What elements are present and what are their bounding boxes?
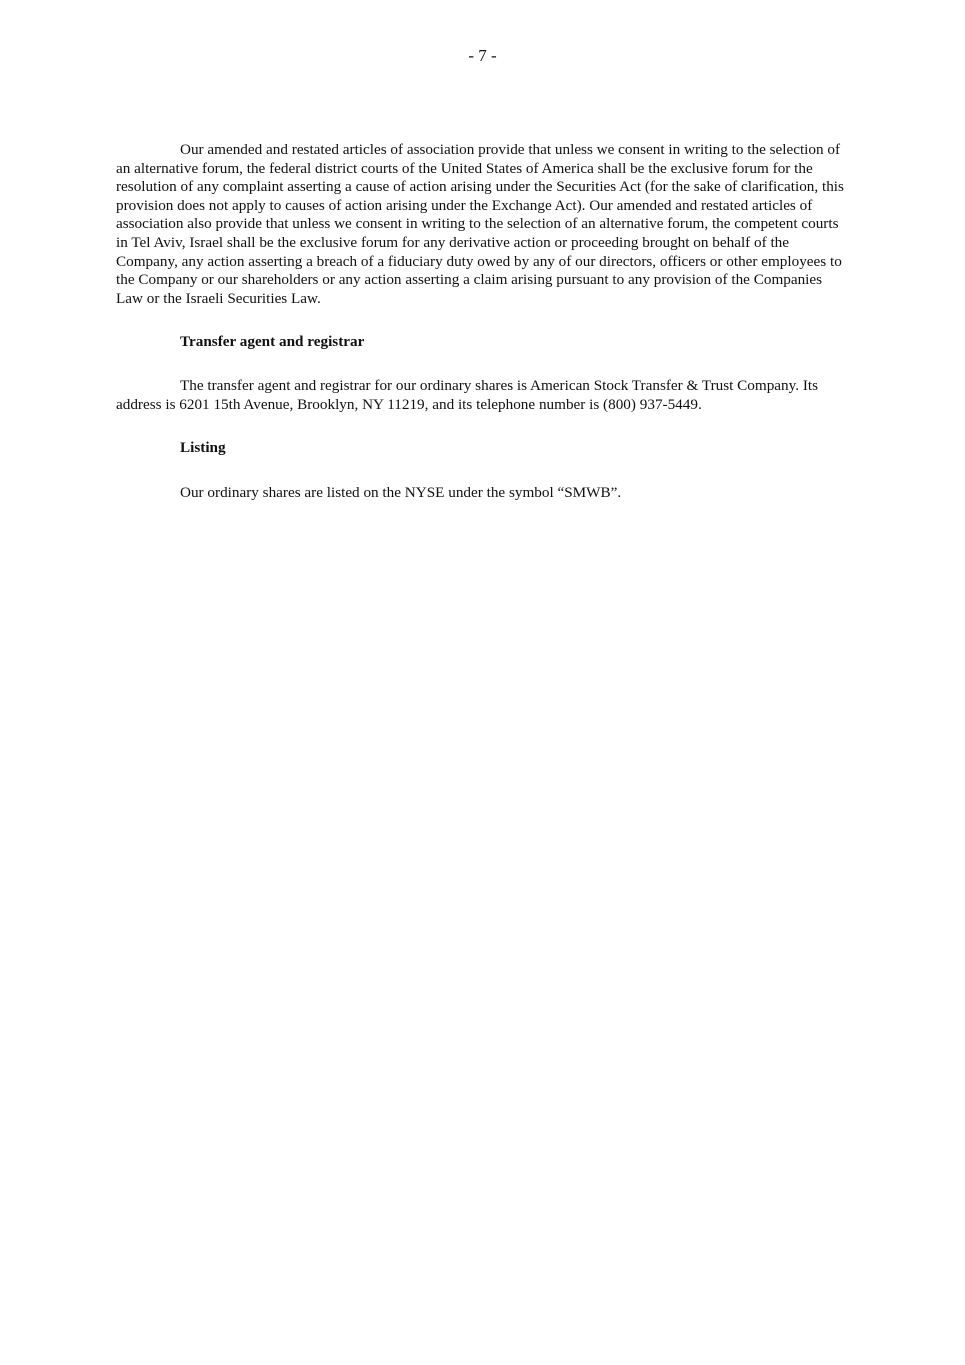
page-number: - 7 - bbox=[468, 46, 497, 65]
transfer-agent-heading: Transfer agent and registrar bbox=[180, 333, 365, 351]
spacer bbox=[116, 308, 852, 333]
listing-paragraph: Our ordinary shares are listed on the NYSE under the symbol “SMWB”. bbox=[180, 483, 622, 501]
spacer bbox=[116, 352, 852, 377]
transfer-agent-paragraph: The transfer agent and registrar for our ordinary shares is American Stock Transfer & Trust Company. Its address is 6201 15th Avenue, Brooklyn, NY 11219, and its telephone number is (800) 937-5449. bbox=[116, 376, 819, 413]
document-body bbox=[116, 141, 852, 502]
forum-paragraph: Our amended and restated articles of association provide that unless we consent in writing to the selection of an alternative forum, the federal district courts of the United States of America shall be the exclusive forum for the resolution of any complaint asserting a cause of action arising under the Securities Act (for the sake of clarification, this provision does not apply to causes of action arising under the Exchange Act). Our amended and restated articles of association also provide that unless we consent in writing to the selection of an alternative forum, the competent courts in Tel Aviv, Israel shall be the exclusive forum for any derivative action or proceeding brought on behalf of the Company, any action asserting a breach of a fiduciary duty owed by any of our directors, officers or other employees to the Company or our shareholders or any action asserting a claim arising pursuant to any provision of the Companies Law or the Israeli Securities Law. bbox=[116, 141, 844, 307]
spacer bbox=[116, 458, 852, 484]
spacer bbox=[116, 414, 852, 439]
listing-heading: Listing bbox=[180, 439, 226, 457]
